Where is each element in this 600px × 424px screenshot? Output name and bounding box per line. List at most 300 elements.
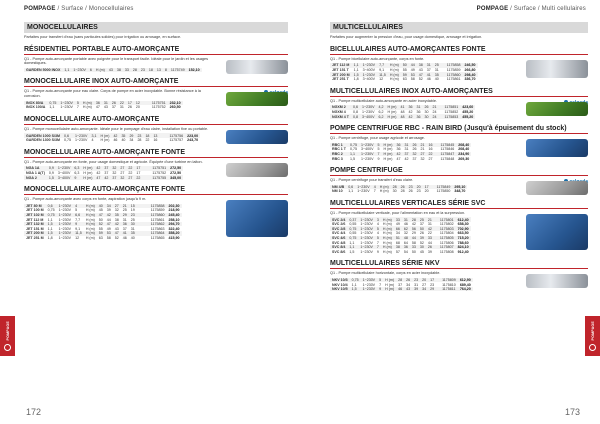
table-cell: 6 — [89, 68, 92, 73]
table-cell: 16 — [428, 142, 433, 147]
table-cell: 32 — [112, 166, 117, 171]
table-cell: 46 — [122, 235, 127, 240]
table-cell: 18 — [145, 133, 150, 138]
product-photo — [226, 130, 288, 144]
table-cell: 26 — [400, 184, 405, 189]
product-price: 824,10 — [457, 245, 469, 250]
table-cell: 3~400V — [362, 68, 376, 73]
table-cell: 1,1 — [47, 226, 53, 231]
product-price: 689,40 — [459, 282, 471, 287]
product-reference: RBC 2 — [330, 152, 348, 157]
table-cell: 0,9 — [48, 166, 54, 171]
product-price: 336,70 — [464, 77, 476, 82]
table-cell: 1~230V — [74, 133, 88, 138]
table-cell: 1175805 — [439, 235, 454, 240]
table-cell: 34 — [406, 282, 411, 287]
table-cell: 9 — [73, 222, 84, 227]
table-cell: 30 — [392, 189, 397, 194]
table-cell: H (m) — [389, 68, 399, 73]
table-cell: H (m) — [85, 235, 95, 240]
table-cell: 1~230V — [58, 208, 72, 213]
table-cell: 4 — [373, 184, 376, 189]
table-cell: 1,5 — [46, 222, 57, 227]
table-cell: 4 — [376, 231, 379, 236]
table-cell: 30 — [424, 110, 429, 115]
table-cell: 1175858 — [150, 203, 165, 208]
product-price: 258,10 — [168, 217, 180, 222]
product-table — [330, 63, 478, 81]
table-row — [24, 208, 182, 213]
table-cell: 58 — [410, 77, 415, 82]
table-cell: 1,1 — [351, 282, 357, 287]
table-cell: 1~230V — [57, 166, 71, 171]
table-cell: 22 — [119, 100, 124, 105]
table-cell: 47 — [106, 222, 111, 227]
table-cell: H (m) — [85, 222, 95, 227]
product-reference: INOX 80/A — [24, 101, 47, 106]
table-cell: 26 — [419, 231, 424, 236]
table-cell: 43 — [406, 287, 411, 292]
table-cell: H (m) — [387, 110, 397, 115]
product-price: 208,40 — [458, 142, 470, 147]
table-cell: 30 — [419, 245, 424, 250]
table-row — [24, 236, 182, 241]
table-cell: 1175853 — [444, 114, 459, 119]
product-table — [330, 105, 475, 119]
product-reference: SVC 8/4 — [332, 245, 346, 250]
table-cell: 1~230V — [58, 222, 72, 227]
table-cell: 31 — [416, 105, 421, 110]
table-cell: 1~230V — [58, 235, 72, 240]
table-cell: 1,1 — [47, 217, 53, 222]
table-cell: 1~230V — [360, 240, 373, 245]
product-price: 294,70 — [168, 222, 180, 227]
product-price: 223,00 — [187, 133, 199, 138]
section-title: BICELLULAIRES AUTO-AMORÇANTES FONTE — [330, 46, 588, 55]
catalog-section — [330, 167, 588, 194]
table-cell: 5 — [376, 226, 379, 231]
table-cell: 48 — [403, 235, 408, 240]
product-price: 245,40 — [168, 212, 180, 217]
table-cell: 43 — [103, 105, 108, 110]
table-cell: 17 — [136, 166, 141, 171]
table-cell: 42 — [113, 133, 118, 138]
product-reference: GARDEN 1000 S/3M — [26, 133, 60, 138]
table-cell: 4 — [73, 204, 84, 209]
table-cell: 7,7 — [377, 63, 388, 68]
table-cell: 38 — [418, 63, 423, 68]
table-cell: 1175806 — [439, 240, 454, 245]
table-cell: H (m) — [389, 77, 399, 82]
table-row — [330, 77, 478, 82]
catalog-section — [330, 200, 588, 254]
table-cell: 0,8 — [352, 110, 358, 115]
table-cell: 41 — [122, 231, 127, 236]
table-cell: 1175752 — [152, 171, 167, 176]
catalog-section — [24, 149, 288, 180]
section-description: Q1 - Pompe multicellulaire auto-amorçante en acier inoxydable. — [330, 98, 437, 103]
table-cell: 0,75 — [49, 100, 57, 105]
table-cell: 9 — [72, 175, 81, 180]
table-row — [330, 156, 471, 161]
product-reference: NGA 1A — [24, 166, 47, 171]
table-cell: 1175809 — [442, 277, 456, 282]
table-cell: 1~230V — [58, 231, 72, 236]
table-cell: 20 — [135, 105, 140, 110]
table-cell: 11,5 — [379, 72, 386, 77]
table-cell: 63 — [402, 77, 407, 82]
table-cell: 1,1 — [348, 189, 354, 194]
table-cell: 28 — [392, 184, 397, 189]
table-cell: 0,75 — [349, 235, 357, 240]
table-cell: 0,55 — [349, 222, 357, 227]
table-cell: 31 — [122, 217, 127, 222]
table-row — [330, 287, 473, 292]
table-cell: 1175749 — [170, 68, 185, 73]
section-description: Q1 - Pompe multicellulaire verticale, pour l'alimentation en eau et la surpression. — [330, 210, 466, 215]
table-cell: 31 — [119, 105, 124, 110]
product-reference: JET 100 M — [26, 208, 44, 213]
table-cell: 22 — [128, 166, 133, 171]
table-cell: 44 — [411, 235, 416, 240]
table-cell: 37 — [112, 175, 117, 180]
table-cell: H (m) — [85, 208, 95, 213]
table-cell: 42 — [104, 175, 109, 180]
table-cell: 64 — [403, 240, 408, 245]
table-cell: 36 — [396, 147, 401, 152]
table-cell: 9 — [377, 156, 380, 161]
table-cell: 31 — [404, 142, 409, 147]
table-cell: 36 — [122, 222, 127, 227]
table-cell: 27 — [114, 203, 119, 208]
product-table — [330, 185, 467, 194]
right-column — [330, 22, 588, 297]
table-cell: 1175752 — [151, 105, 166, 110]
table-cell: H (m) — [382, 226, 392, 231]
table-cell: 1175859 — [446, 68, 461, 73]
table-cell: 3 — [376, 217, 379, 222]
table-cell: 1~230V — [360, 231, 373, 236]
product-photo — [226, 60, 288, 74]
table-cell: 32 — [120, 175, 125, 180]
table-cell: 31 — [434, 68, 439, 73]
product-price: 715,20 — [457, 235, 469, 240]
table-cell: 0,55 — [349, 231, 357, 236]
product-price: 455,20 — [462, 110, 474, 115]
product-price: 663,50 — [457, 231, 469, 236]
table-cell: 1175865 — [150, 235, 165, 240]
table-cell: 5 — [377, 142, 380, 147]
table-cell: 3~400V — [360, 147, 374, 152]
table-cell: 50 — [402, 63, 407, 68]
table-cell: 17 — [136, 171, 141, 176]
table-cell: 1~230V — [60, 105, 73, 110]
table-cell: H (m) — [83, 171, 93, 176]
table-cell: 1~230V — [361, 110, 375, 115]
product-photo — [226, 163, 288, 177]
table-cell: 1,1 — [353, 68, 359, 73]
table-cell: 29 — [129, 133, 134, 138]
table-cell: 31 — [414, 282, 419, 287]
table-row — [24, 138, 200, 143]
product-price: 612,90 — [459, 277, 471, 282]
product-price: 322,40 — [168, 226, 180, 231]
table-row — [330, 189, 467, 194]
table-cell: 7 — [377, 152, 380, 157]
running-head-sub: / Surface / Multi cellulaires — [508, 6, 586, 12]
catalog-section — [24, 78, 288, 109]
table-cell: 40 — [121, 138, 126, 143]
table-cell: 1175751 — [152, 166, 167, 171]
table-cell: 49 — [395, 222, 400, 227]
running-head-sub: / Surface / Monocellulaires — [55, 6, 134, 12]
table-cell: 20 — [422, 277, 427, 282]
table-cell: 1175858 — [446, 63, 461, 68]
table-cell: 33 — [395, 217, 400, 222]
table-cell: 16 — [153, 138, 158, 143]
table-cell: 1~230V — [357, 189, 370, 194]
table-cell: 1,1 — [348, 152, 359, 157]
table-cell: 25 — [434, 63, 439, 68]
table-cell: 38 — [395, 245, 400, 250]
table-cell: 41 — [426, 72, 431, 77]
table-cell: H (m) — [379, 184, 389, 189]
section-description: Q1 - Pompe bicellulaire auto-amorçante, corps en fonte. — [330, 56, 425, 61]
product-price: 658,30 — [457, 222, 469, 227]
table-cell: 12 — [75, 235, 80, 240]
table-cell: 27 — [128, 175, 133, 180]
product-reference: JET 251 M — [26, 235, 44, 240]
table-cell: 27 — [420, 152, 425, 157]
table-cell: 52 — [98, 222, 103, 227]
table-cell: 1,1 — [64, 68, 70, 73]
table-cell: 62 — [403, 226, 408, 231]
table-cell: 43 — [108, 68, 113, 73]
table-cell: H (m) — [379, 189, 389, 194]
product-reference: SVC 8/6 — [332, 249, 346, 254]
table-cell: 26 — [111, 100, 116, 105]
table-cell: 6,2 — [378, 110, 384, 115]
table-cell: H (m) — [382, 245, 392, 250]
table-cell: 1175803 — [439, 226, 454, 231]
table-cell: H (m) — [100, 138, 110, 143]
page-number: 172 — [26, 407, 42, 417]
product-reference: NGA 1 A(T) — [26, 171, 45, 176]
table-cell: 36 — [408, 105, 413, 110]
table-cell: 15 — [130, 203, 135, 208]
side-tab[interactable] — [585, 316, 600, 356]
product-table — [24, 68, 202, 73]
table-cell: 23 — [408, 184, 413, 189]
table-cell: 12 — [135, 100, 140, 105]
catalog-section — [24, 186, 288, 240]
table-cell: 45 — [98, 208, 103, 213]
table-cell: 34 — [422, 287, 427, 292]
table-cell: 1~230V — [360, 217, 373, 222]
table-cell: 0,75 — [349, 147, 357, 152]
catalog-section — [330, 88, 588, 119]
side-tab-label: POMPAGE — [5, 321, 10, 341]
section-title: MONOCELLULAIRES — [24, 22, 288, 33]
table-cell: 1175811 — [440, 287, 458, 292]
section-title: POMPE CENTRIFUGE — [330, 167, 588, 176]
table-cell: 44 — [427, 240, 432, 245]
table-cell: 4,2 — [378, 105, 384, 110]
table-cell: 1175808 — [439, 249, 454, 254]
table-cell: 29 — [122, 212, 127, 217]
table-cell: 56 — [411, 226, 416, 231]
table-cell: 42 — [408, 114, 413, 119]
table-cell: 25 — [419, 217, 424, 222]
table-cell: 35 — [114, 212, 119, 217]
table-cell: H (m) — [95, 68, 105, 73]
catalog-section — [330, 22, 588, 40]
table-cell: 6,3 — [74, 166, 80, 171]
table-cell: 1~230V — [362, 63, 376, 68]
table-row — [330, 114, 475, 119]
product-price: 415,90 — [168, 235, 180, 240]
product-reference: JET 200 M — [332, 72, 350, 77]
table-cell: 20 — [416, 184, 421, 189]
table-cell: 46 — [398, 287, 403, 292]
product-price: 208,40 — [458, 147, 470, 152]
table-cell: 6,3 — [74, 171, 80, 176]
table-cell: H (m) — [387, 114, 397, 119]
table-cell: 33 — [411, 245, 416, 250]
table-cell: H (m) — [387, 105, 397, 110]
table-cell: 7 — [373, 189, 376, 194]
table-cell: 5 — [377, 147, 380, 152]
section-description: Q1 - Pompe auto-amorçante portable avec poignée pour le transport facile. Idéale pour le jardin et les usages domestiques. — [24, 56, 209, 66]
table-cell: 1175846 — [440, 147, 455, 152]
product-reference: JET 200 M — [26, 231, 44, 236]
table-cell: 39 — [419, 235, 424, 240]
table-cell: 1~230V — [58, 217, 72, 222]
product-reference: JET 102 M — [26, 212, 44, 217]
table-cell: 29 — [411, 231, 416, 236]
table-cell: 5 — [376, 235, 379, 240]
table-cell: 28 — [137, 138, 142, 143]
table-cell: 46 — [403, 222, 408, 227]
table-cell: 22 — [128, 171, 133, 176]
section-description: Q1 - Pompe monocellulaire auto-amorçante. Idéale pour le pompage d'eau claire, installation fixe ou portable. — [24, 126, 209, 131]
table-cell: 47 — [418, 72, 423, 77]
table-cell: 37 — [426, 68, 431, 73]
table-cell: 1175756 — [169, 133, 184, 138]
product-reference: RBC 3 — [332, 156, 343, 161]
side-tab[interactable] — [0, 316, 15, 356]
table-cell: 17 — [424, 184, 429, 189]
table-cell: 1175801 — [439, 217, 454, 222]
table-cell: 37 — [412, 156, 417, 161]
table-cell: 1~230V — [360, 142, 374, 147]
table-cell: 40 — [434, 77, 439, 82]
catalog-section — [330, 260, 588, 291]
table-cell: 45 — [419, 249, 424, 254]
product-reference: NKV 10/5 — [332, 287, 348, 292]
product-reference: RBC 1 — [330, 143, 348, 148]
table-cell: 31 — [103, 100, 108, 105]
product-reference: SVC 4/8 — [332, 240, 346, 245]
table-cell: 1~230V — [357, 184, 370, 189]
table-cell: 12 — [379, 77, 384, 82]
table-cell: 4 — [376, 222, 379, 227]
table-cell: 21 — [420, 147, 425, 152]
table-cell: 1~230V — [360, 152, 374, 157]
table-cell: 1175849 — [436, 184, 451, 189]
table-cell: 0,6 — [62, 133, 73, 138]
table-cell: H (m) — [100, 133, 110, 138]
product-price: 266,80 — [464, 68, 476, 73]
product-price: 152,10 — [188, 68, 200, 73]
table-cell: 37 — [398, 282, 403, 287]
table-cell: 57 — [395, 249, 400, 254]
table-cell: 40 — [130, 235, 135, 240]
table-cell: 0,6 — [46, 204, 57, 209]
table-cell: 55 — [402, 68, 407, 73]
table-cell: 5 — [76, 100, 79, 105]
table-cell: 26 — [427, 245, 432, 250]
product-reference: NGXM 4 — [332, 110, 346, 115]
table-cell: 1175847 — [440, 152, 455, 157]
table-cell: 1~230V — [361, 105, 375, 110]
table-cell: 41 — [400, 105, 405, 110]
table-cell: 27 — [120, 166, 125, 171]
table-cell: 21 — [420, 142, 425, 147]
product-reference: SVC 4/4 — [332, 231, 346, 236]
table-cell: 28 — [411, 217, 416, 222]
table-cell: H (m) — [85, 226, 95, 231]
table-cell: 1~230V — [58, 203, 72, 208]
running-head — [24, 6, 134, 12]
table-cell: H (m) — [82, 100, 92, 105]
product-reference: JET 112 M — [26, 217, 44, 222]
product-price: 912,40 — [457, 249, 469, 254]
product-reference: JET 151 M — [26, 226, 44, 231]
table-cell: H (m) — [382, 231, 392, 236]
table-cell: 24 — [432, 114, 437, 119]
table-cell: 32 — [114, 208, 119, 213]
table-cell: 1175845 — [440, 142, 455, 147]
table-cell: 1,1 — [353, 63, 359, 68]
table-row — [24, 213, 182, 218]
side-tab-label: POMPAGE — [590, 321, 595, 341]
table-cell: 1175804 — [439, 231, 454, 236]
table-cell: 42 — [408, 110, 413, 115]
table-cell: 1175848 — [440, 156, 455, 161]
section-description: Q1 - Pompe centrifuge, pour usage agricole et arrosage. — [330, 135, 425, 140]
table-cell: 0,37 — [349, 217, 357, 222]
product-price: 788,60 — [457, 240, 469, 245]
product-price: 764,20 — [459, 287, 471, 292]
product-price: 455,20 — [462, 114, 474, 119]
table-cell: 49 — [106, 226, 111, 231]
table-cell: 42 — [114, 222, 119, 227]
table-cell: 1175810 — [442, 282, 456, 287]
table-cell: 1,5 — [353, 72, 359, 77]
product-photo — [526, 60, 588, 78]
product-table — [330, 217, 471, 254]
table-cell: 1,5 — [349, 156, 355, 161]
table-cell: H (m) — [389, 63, 399, 68]
product-reference: JET 80 M — [24, 204, 46, 209]
table-row — [330, 282, 473, 287]
table-cell: 9 — [379, 287, 382, 292]
table-cell: 20 — [424, 189, 429, 194]
table-cell: 17 — [430, 277, 435, 282]
table-cell: 47 — [114, 231, 119, 236]
table-cell: H (m) — [385, 277, 395, 282]
